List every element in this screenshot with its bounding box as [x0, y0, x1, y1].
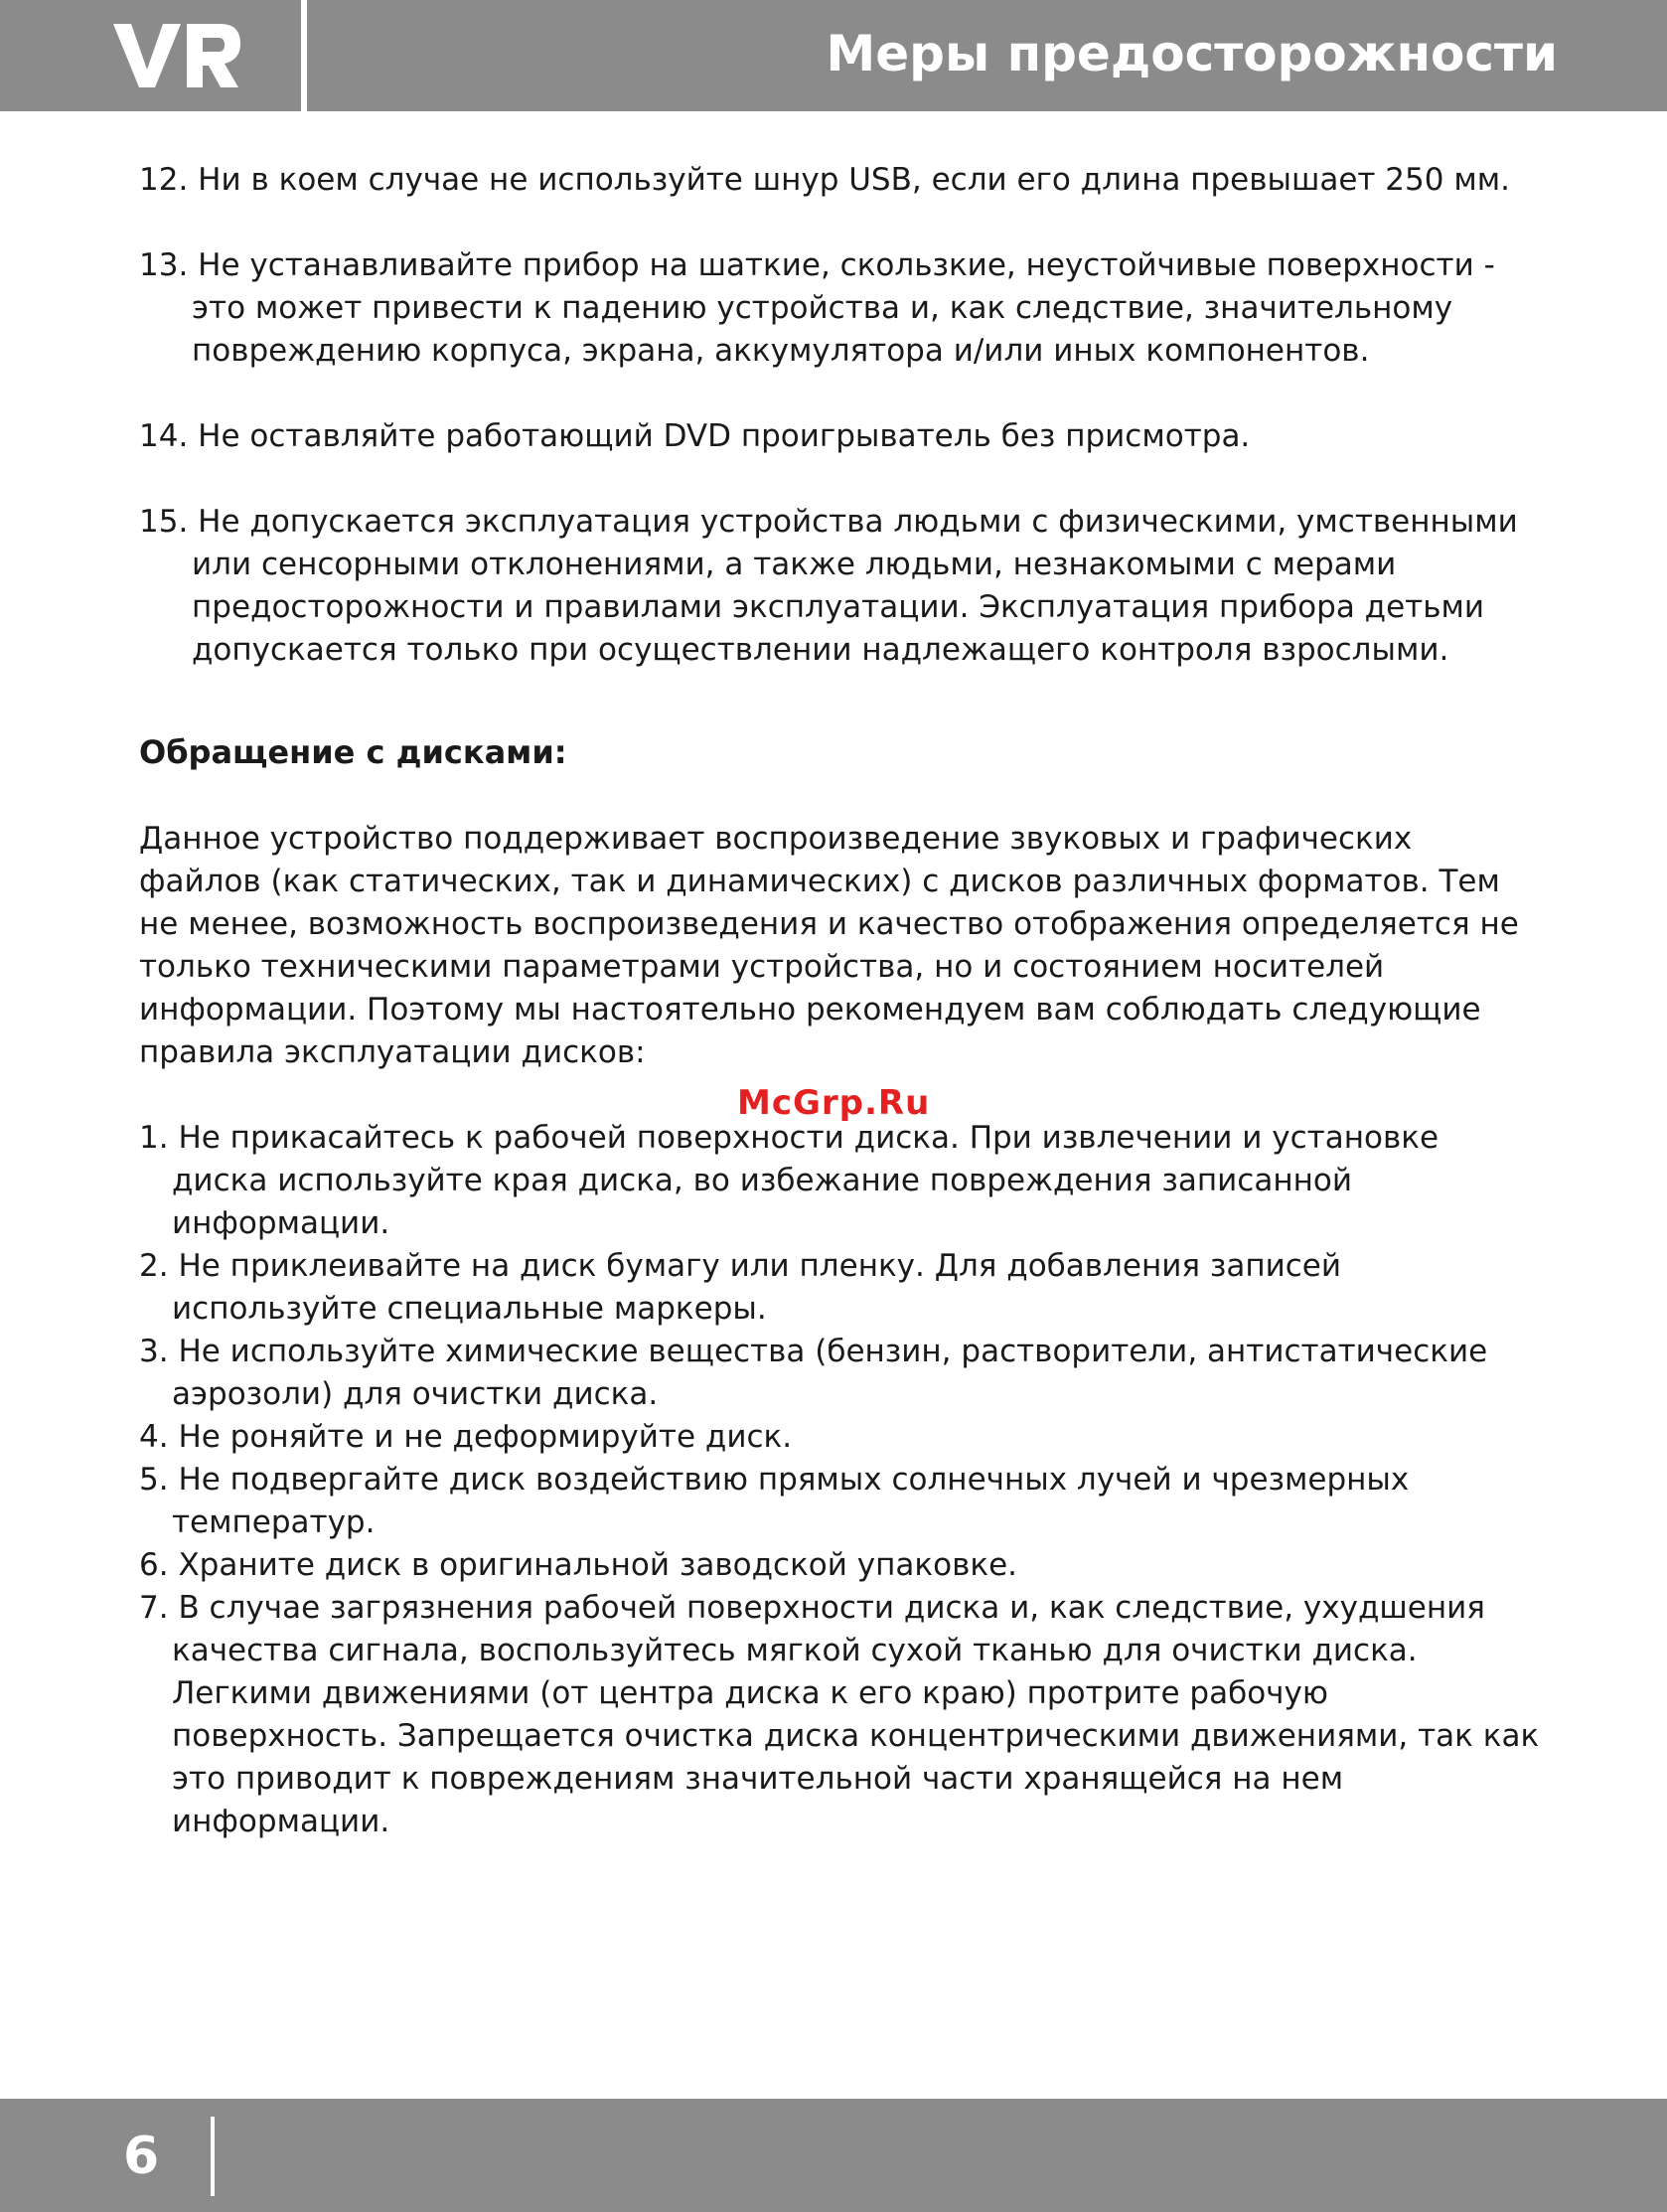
section-heading: Обращение с дисками:: [139, 733, 567, 771]
item-number: 1.: [139, 1120, 169, 1156]
item-number: 15.: [139, 504, 189, 540]
list-item: [139, 159, 1540, 202]
item-number: 3.: [139, 1334, 169, 1369]
item-text: В случае загрязнения рабочей поверхности диска и, как следствие, ухудшения качества сигнала, воспользуйтесь мягкой сухой тканью для очистки диска. Легкими движениями (от центра диска к его краю) протрите рабочую поверхность. Запрещается очистка диска концентрическими движениями, так как это приводит к повреждениям значительной части хранящейся на нем информации.: [172, 1590, 1540, 1839]
item-text: Не прикасайтесь к рабочей поверхности диска. При извлечении и установке диска используйте края диска, во избежание повреждения записанной информации.: [172, 1120, 1440, 1241]
header-divider: [301, 0, 307, 111]
list-item: [139, 1416, 1540, 1459]
item-number: 6.: [139, 1547, 169, 1583]
item-text: Не устанавливайте прибор на шаткие, скользкие, неустойчивые поверхности - это может привести к падению устройства и, как следствие, значительному повреждению корпуса, экрана, аккумулятора и/или иных компонентов.: [192, 247, 1495, 369]
item-text: Ни в коем случае не используйте шнур USB, если его длина превышает 250 мм.: [198, 162, 1510, 198]
item-text: Не подвергайте диск воздействию прямых солнечных лучей и чрезмерных температур.: [172, 1462, 1410, 1540]
vr-logo-icon: [109, 18, 243, 93]
item-text: Храните диск в оригинальной заводской упаковке.: [178, 1547, 1017, 1583]
list-item: [139, 501, 1540, 672]
page-footer: [0, 2099, 1667, 2212]
item-number: 14.: [139, 418, 189, 454]
list-item: [139, 244, 1540, 373]
item-text: Не роняйте и не деформируйте диск.: [178, 1419, 793, 1455]
item-text: Не оставляйте работающий DVD проигрыватель без присмотра.: [198, 418, 1251, 454]
watermark: McGrp.Ru: [737, 1083, 931, 1123]
list-item: [139, 1245, 1540, 1331]
list-item: [139, 415, 1540, 458]
item-number: 13.: [139, 247, 189, 283]
list-item: [139, 1117, 1540, 1245]
item-number: 5.: [139, 1462, 169, 1498]
list-item: [139, 1544, 1540, 1587]
item-number: 12.: [139, 162, 189, 198]
item-number: 2.: [139, 1248, 169, 1284]
page-content: [139, 159, 1540, 1843]
list-item: [139, 1331, 1540, 1416]
list-item: [139, 1459, 1540, 1544]
page-header: [0, 0, 1667, 111]
item-text: Не приклеивайте на диск бумагу или пленку. Для добавления записей используйте специальные маркеры.: [172, 1248, 1342, 1327]
item-text: Не допускается эксплуатация устройства людьми с физическими, умственными или сенсорными отклонениями, а также людьми, незнакомыми с мерами предосторожности и правилами эксплуатации. Эксплуатация прибора детьми допускается только при осуществлении надлежащего контроля взрослыми.: [192, 504, 1518, 668]
page-number: 6: [123, 2127, 160, 2186]
section-intro: Данное устройство поддерживает воспроизведение звуковых и графических файлов (как статических, так и динамических) с дисков различных форматов. Тем не менее, возможность воспроизведения и качество отображения определяется не только техническими параметрами устройства, но и состоянием носителей информации. Поэтому мы настоятельно рекомендуем вам соблюдать следующие правила эксплуатации дисков:: [139, 821, 1519, 1070]
footer-divider: [211, 2117, 215, 2196]
item-text: Не используйте химические вещества (бензин, растворители, антистатические аэрозоли) для очистки диска.: [172, 1334, 1488, 1412]
list-item: [139, 1587, 1540, 1843]
item-number: 7.: [139, 1590, 169, 1626]
page-title: Меры предосторожности: [826, 25, 1558, 82]
item-number: 4.: [139, 1419, 169, 1455]
